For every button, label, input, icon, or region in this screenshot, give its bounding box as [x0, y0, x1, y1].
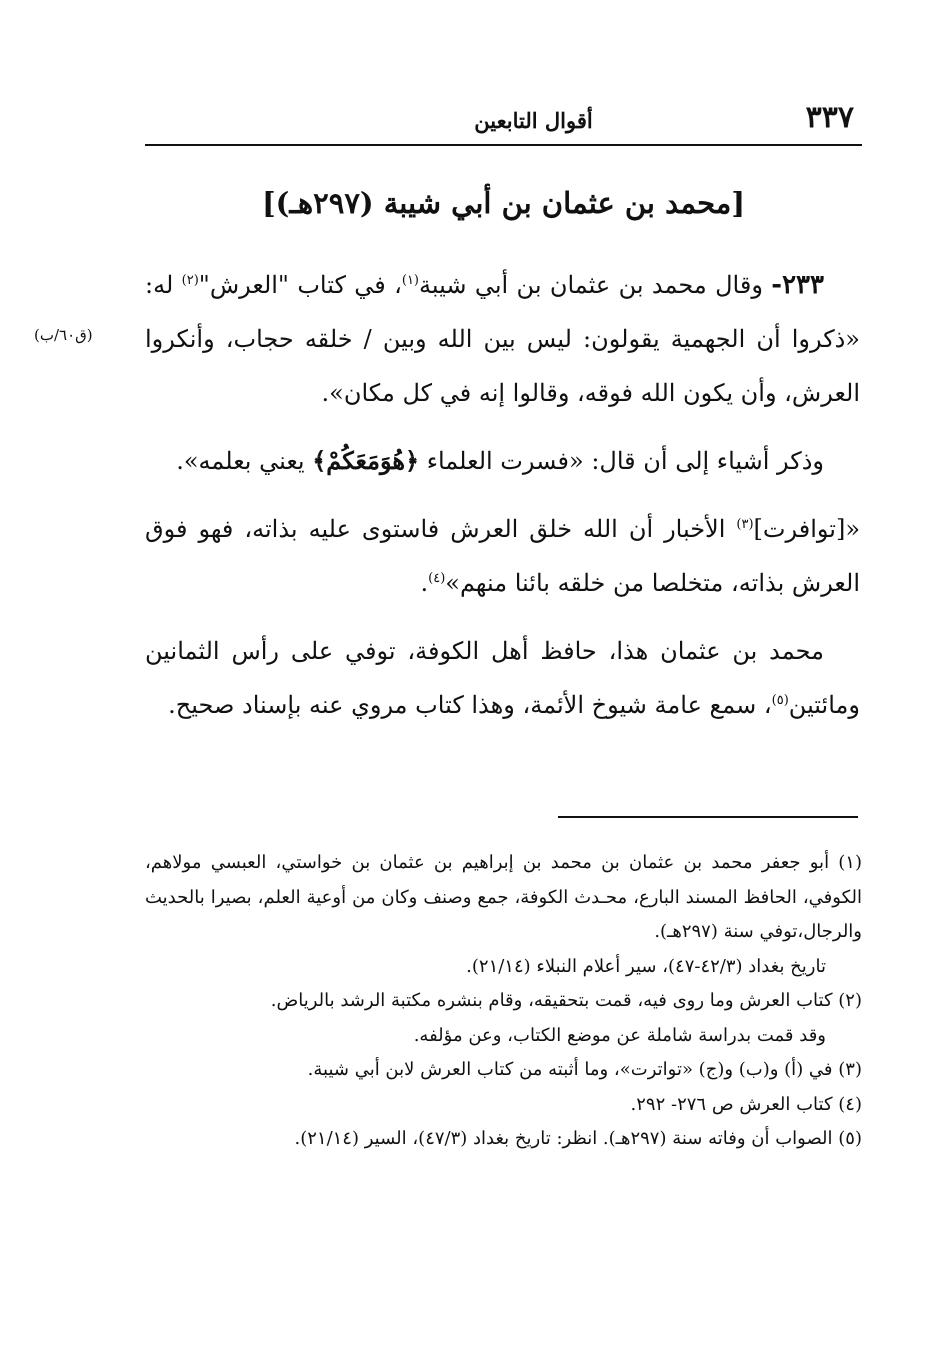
footnote-ref-1: (١): [401, 273, 419, 288]
footnote-3: (٣) في (أ) و(ب) و(ج) «تواترت»، وما أثبته من كتاب العرش لابن أبي شيبة.: [307, 1059, 862, 1080]
manuscript-folio-note: (ق٦٠/ب): [34, 326, 93, 344]
paragraph-tawafurat: [145, 502, 860, 610]
paragraph-text: الأخبار أن الله خلق العرش فاستوى عليه بذاته، فهو فوق العرش بذاته، متخلصا من خلقه بائنا منهم»: [145, 515, 860, 597]
paragraph-233: [145, 258, 860, 420]
footnote-2-note: وقد قمت بدراسة شاملة عن موضع الكتاب، وعن مؤلفه.: [413, 1024, 826, 1046]
footnotes: [145, 846, 862, 1157]
paragraph-text: .: [420, 569, 429, 597]
paragraph-text: وقال محمد بن عثمان بن أبي شيبة: [419, 271, 772, 299]
footnote-ref-5: (٥): [771, 693, 789, 708]
quran-verse: ﴿هُوَمَعَكُمْ﴾: [312, 446, 420, 475]
footnote-1-sources: تاريخ بغداد (٤٢/٣-٤٧)، سير أعلام النبلاء (٢١/١٤).: [466, 955, 826, 977]
paragraph-text: محمد بن عثمان هذا، حافظ أهل الكوفة، توفي على رأس الثمانين ومائتين: [145, 637, 860, 719]
main-text: [145, 258, 860, 732]
paragraph-commentary: [145, 624, 860, 732]
running-head: أقوال التابعين: [474, 108, 593, 133]
footnote-2: (٢) كتاب العرش وما روى فيه، قمت بتحقيقه، وقام بنشره مكتبة الرشد بالرياض.: [270, 990, 862, 1011]
paragraph-text: يعني بعلمه».: [176, 447, 313, 475]
paragraph-quote: [145, 434, 860, 488]
page-header: [145, 100, 862, 146]
paragraph-text: ، سمع عامة شيوخ الأئمة، وهذا كتاب مروي عنه بإسناد صحيح.: [168, 691, 772, 719]
footnote-1: (١) أبو جعفر محمد بن عثمان بن محمد بن إبراهيم بن عثمان بن خواستي، العبسي مولاهم، الكوفي، الحافظ المسند البارع، محـدث الكوفة، جمع وصنف وكان من أوعية العلم، بصيرا بالحديث والرجال،توفي سنة (٢٩٧هـ).: [145, 852, 862, 942]
entry-number: ٢٣٣-: [771, 270, 824, 300]
section-title: [محمد بن عثمان بن أبي شيبة (٢٩٧هـ)]: [261, 186, 746, 220]
footnote-5: (٥) الصواب أن وفاته سنة (٢٩٧هـ). انظر: تاريخ بغداد (٤٧/٣)، السير (٢١/١٤).: [294, 1128, 862, 1149]
paragraph-text: ، في كتاب "العرش": [198, 271, 402, 299]
footnote-ref-4: (٤): [428, 571, 446, 586]
footnote-ref-2: (٢): [181, 273, 199, 288]
footnote-4: (٤) كتاب العرش ص ٢٧٦- ٢٩٢.: [630, 1093, 862, 1115]
footnote-separator: [558, 816, 858, 818]
page-number: ٣٣٧: [805, 100, 854, 135]
paragraph-text: «[توافرت]: [753, 515, 860, 543]
paragraph-text: له: «ذكروا أن الجهمية يقولون: ليس بين الله وبين / خلقه حجاب، وأنكروا العرش، وأن يكون الله فوقه، وقالوا إنه في كل مكان».: [145, 271, 860, 407]
footnote-ref-3: (٣): [736, 517, 754, 532]
paragraph-text: وذكر أشياء إلى أن قال: «فسرت العلماء: [419, 447, 824, 475]
